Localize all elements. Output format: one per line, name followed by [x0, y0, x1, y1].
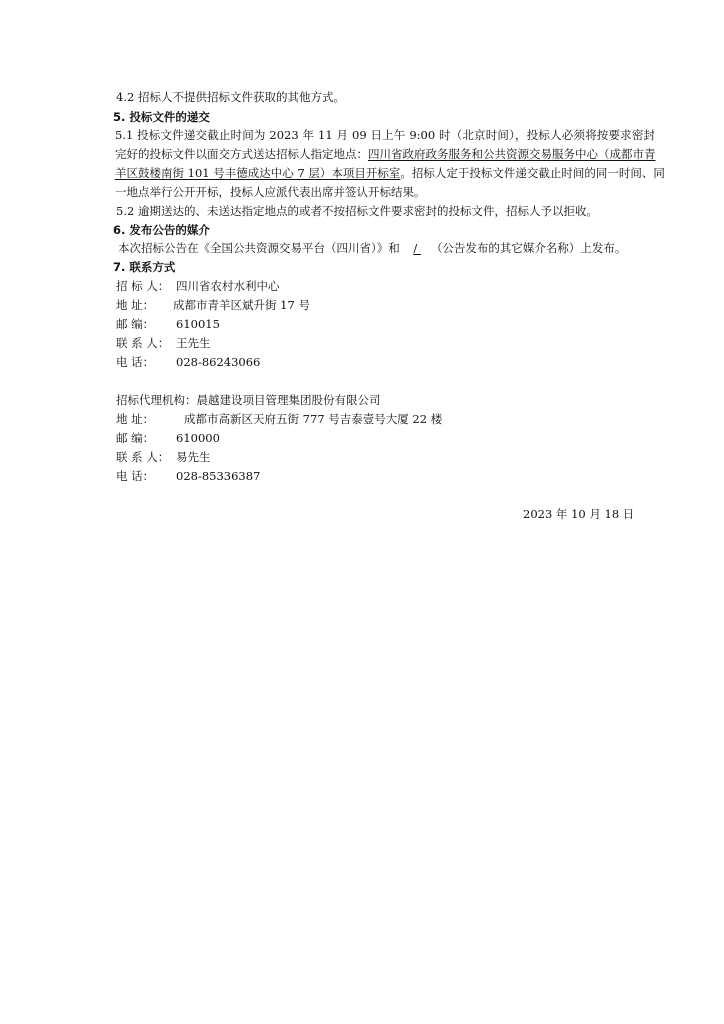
- tenderer-address-row: [116, 296, 310, 314]
- tenderer-postcode-row: [116, 315, 220, 333]
- para-5-2: 5.2 逾期送达的、未送达指定地点的或者不按招标文件要求密封的投标文件，招标人予以拒收。: [116, 204, 598, 218]
- tenderer-phone: 028-86243066: [176, 355, 261, 369]
- tenderer-contact-row: [116, 334, 211, 352]
- agency-contact-label: 联 系 人：: [116, 450, 170, 464]
- para-5-1-line-2: [115, 145, 655, 163]
- agency-phone-label: 电 话：: [116, 469, 155, 483]
- bid-location-underlined-cont: 羊区鼓楼南街 101 号丰德成达中心 7 层）本项目开标室: [115, 166, 401, 180]
- tenderer-contact-label: 联 系 人：: [116, 336, 170, 350]
- tenderer-contact: 王先生: [176, 336, 211, 350]
- agency-postcode-label: 邮 编：: [116, 431, 155, 445]
- para-5-1-line-3-text: 。招标人定于投标文件递交截止时间的同一时间、同: [400, 166, 665, 180]
- para-5-1-line-1: 5.1 投标文件递交截止时间为 2023 年 11 月 09 日上午 9:00 时（北京时间），投标人必须将按要求密封: [115, 128, 655, 142]
- para-5-1-line-4: 一地点举行公开开标，投标人应派代表出席并签认开标结果。: [115, 185, 426, 199]
- agency-phone: 028-85336387: [176, 469, 261, 483]
- item-4-2: 4.2 招标人不提供招标文件获取的其他方式。: [116, 90, 345, 104]
- tenderer-phone-row: [116, 353, 260, 371]
- agency-address-row: [116, 410, 442, 428]
- tenderer-name-label: 招 标 人：: [116, 279, 170, 293]
- agency-address-label: 地 址：: [116, 412, 155, 426]
- tenderer-name-row: [116, 277, 280, 295]
- tenderer-address-label: 地 址：: [116, 298, 155, 312]
- agency-name-row: [116, 391, 381, 409]
- document-date: 2023 年 10 月 18 日: [523, 507, 635, 521]
- para-5-1-line-3: [115, 164, 665, 182]
- para-6-text-a: 本次招标公告在《全国公共资源交易平台（四川省）》和: [118, 241, 400, 255]
- agency-name-label: 招标代理机构：: [116, 393, 197, 407]
- agency-address: 成都市高新区天府五街 777 号吉泰壹号大厦 22 楼: [184, 412, 443, 426]
- agency-phone-row: [116, 467, 260, 485]
- tenderer-address: 成都市青羊区斌升街 17 号: [173, 298, 310, 312]
- agency-postcode-row: [116, 429, 220, 447]
- bid-location-underlined: 四川省政府政务服务和公共资源交易服务中心（成都市青: [368, 147, 656, 161]
- section-5-heading: 5. 投标文件的递交: [113, 110, 210, 124]
- para-5-1-line-2-text: 完好的投标文件以面交方式送达招标人指定地点：: [115, 147, 368, 161]
- tenderer-phone-label: 电 话：: [116, 355, 155, 369]
- tenderer-postcode: 610015: [176, 317, 220, 331]
- agency-postcode: 610000: [176, 431, 220, 445]
- tenderer-name: 四川省农村水利中心: [176, 279, 280, 293]
- para-6-text-b: （公告发布的其它媒介名称）上发布。: [430, 241, 627, 255]
- media-blank: /: [413, 241, 421, 255]
- tenderer-postcode-label: 邮 编：: [116, 317, 155, 331]
- para-6: [118, 239, 626, 257]
- agency-contact: 易先生: [176, 450, 211, 464]
- section-7-heading: 7. 联系方式: [113, 260, 176, 274]
- section-6-heading: 6. 发布公告的媒介: [113, 223, 210, 237]
- agency-name: 晨越建设项目管理集团股份有限公司: [196, 393, 381, 407]
- agency-contact-row: [116, 448, 211, 466]
